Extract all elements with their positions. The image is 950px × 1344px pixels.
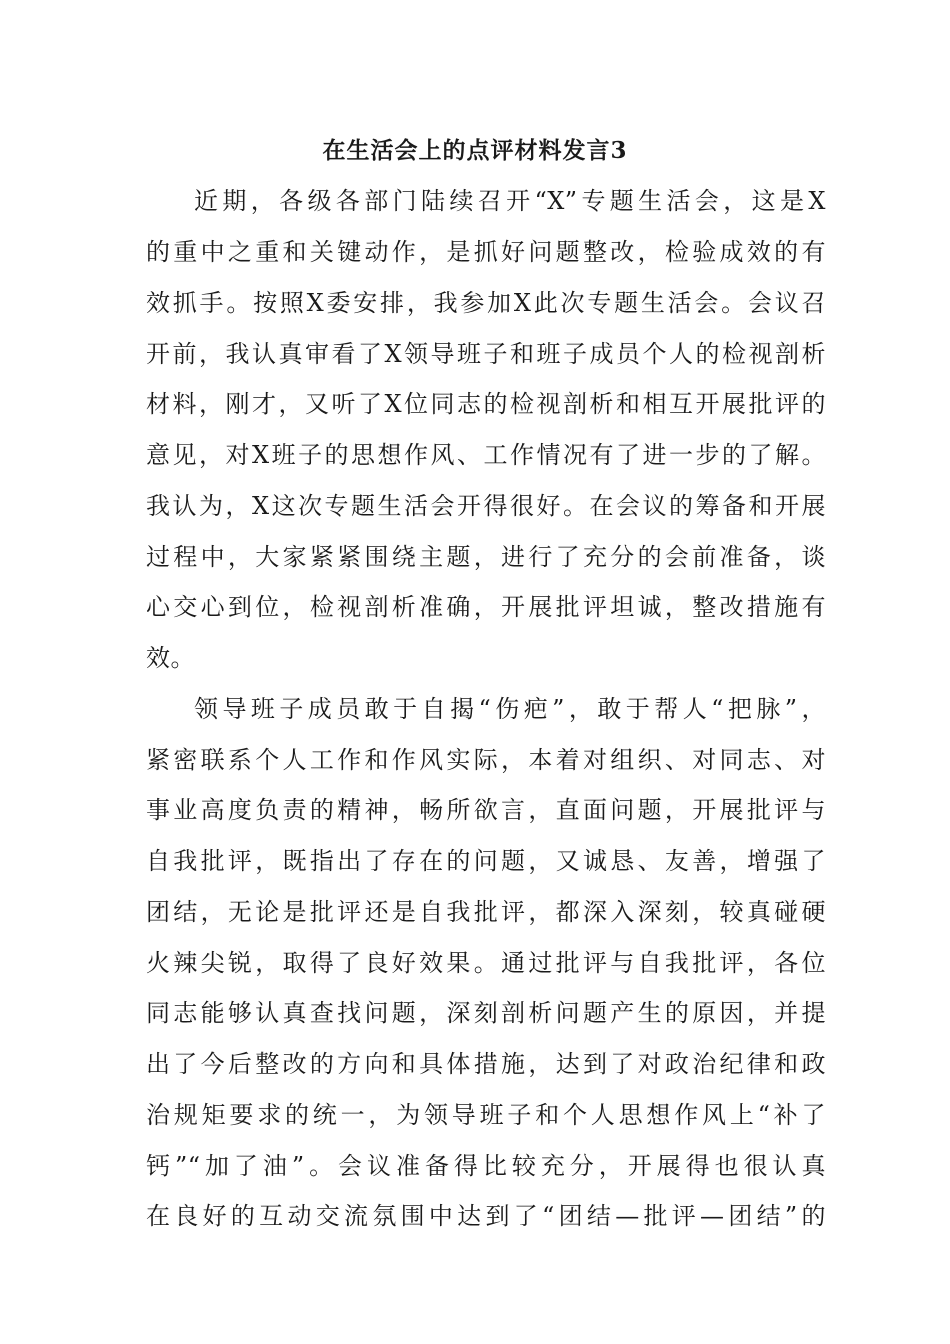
paragraph-2-line-7: 同志能够认真查找问题，深刻剖析问题产生的原因，并提 xyxy=(146,999,826,1027)
paragraph-2-line-8: 出了今后整改的方向和具体措施，达到了对政治纪律和政 xyxy=(146,1050,826,1078)
paragraph-1-line-5: 材料，刚才，又听了X位同志的检视剖析和相互开展批评的 xyxy=(146,390,826,418)
paragraph-1-line-8: 过程中，大家紧紧围绕主题，进行了充分的会前准备，谈 xyxy=(146,543,826,571)
document-title: 在生活会上的点评材料发言3 xyxy=(322,137,628,164)
paragraph-2-line-2: 紧密联系个人工作和作风实际，本着对组织、对同志、对 xyxy=(146,746,826,774)
paragraph-1-line-6: 意见，对X班子的思想作风、工作情况有了进一步的了解。 xyxy=(146,441,826,469)
paragraph-2-line-10: 钙”“加了油”。会议准备得比较充分，开展得也很认真 xyxy=(146,1152,826,1180)
paragraph-1-line-1: 近期，各级各部门陆续召开“X”专题生活会，这是X xyxy=(194,187,826,215)
paragraph-1-line-4: 开前，我认真审看了X领导班子和班子成员个人的检视剖析 xyxy=(146,340,826,368)
paragraph-1-line-3: 效抓手。按照X委安排，我参加X此次专题生活会。会议召 xyxy=(146,289,826,317)
paragraph-2-line-3: 事业高度负责的精神，畅所欲言，直面问题，开展批评与 xyxy=(146,796,826,824)
paragraph-2-line-11: 在良好的互动交流氛围中达到了“团结—批评—团结”的 xyxy=(146,1202,826,1230)
paragraph-2-line-4: 自我批评，既指出了存在的问题，又诚恳、友善，增强了 xyxy=(146,847,826,875)
paragraph-1-line-9: 心交心到位，检视剖析准确，开展批评坦诚，整改措施有 xyxy=(146,593,826,621)
paragraph-1-line-2: 的重中之重和关键动作，是抓好问题整改，检验成效的有 xyxy=(146,238,826,266)
paragraph-1-line-10: 效。 xyxy=(146,644,195,672)
paragraph-2-line-9: 治规矩要求的统一，为领导班子和个人思想作风上“补了 xyxy=(146,1101,826,1129)
paragraph-2-line-6: 火辣尖锐，取得了良好效果。通过批评与自我批评，各位 xyxy=(146,949,826,977)
paragraph-2-line-5: 团结，无论是批评还是自我批评，都深入深刻，较真碰硬 xyxy=(146,898,826,926)
paragraph-1-line-7: 我认为，X这次专题生活会开得很好。在会议的筹备和开展 xyxy=(146,492,826,520)
paragraph-2-line-1: 领导班子成员敢于自揭“伤疤”，敢于帮人“把脉”， xyxy=(194,695,826,723)
